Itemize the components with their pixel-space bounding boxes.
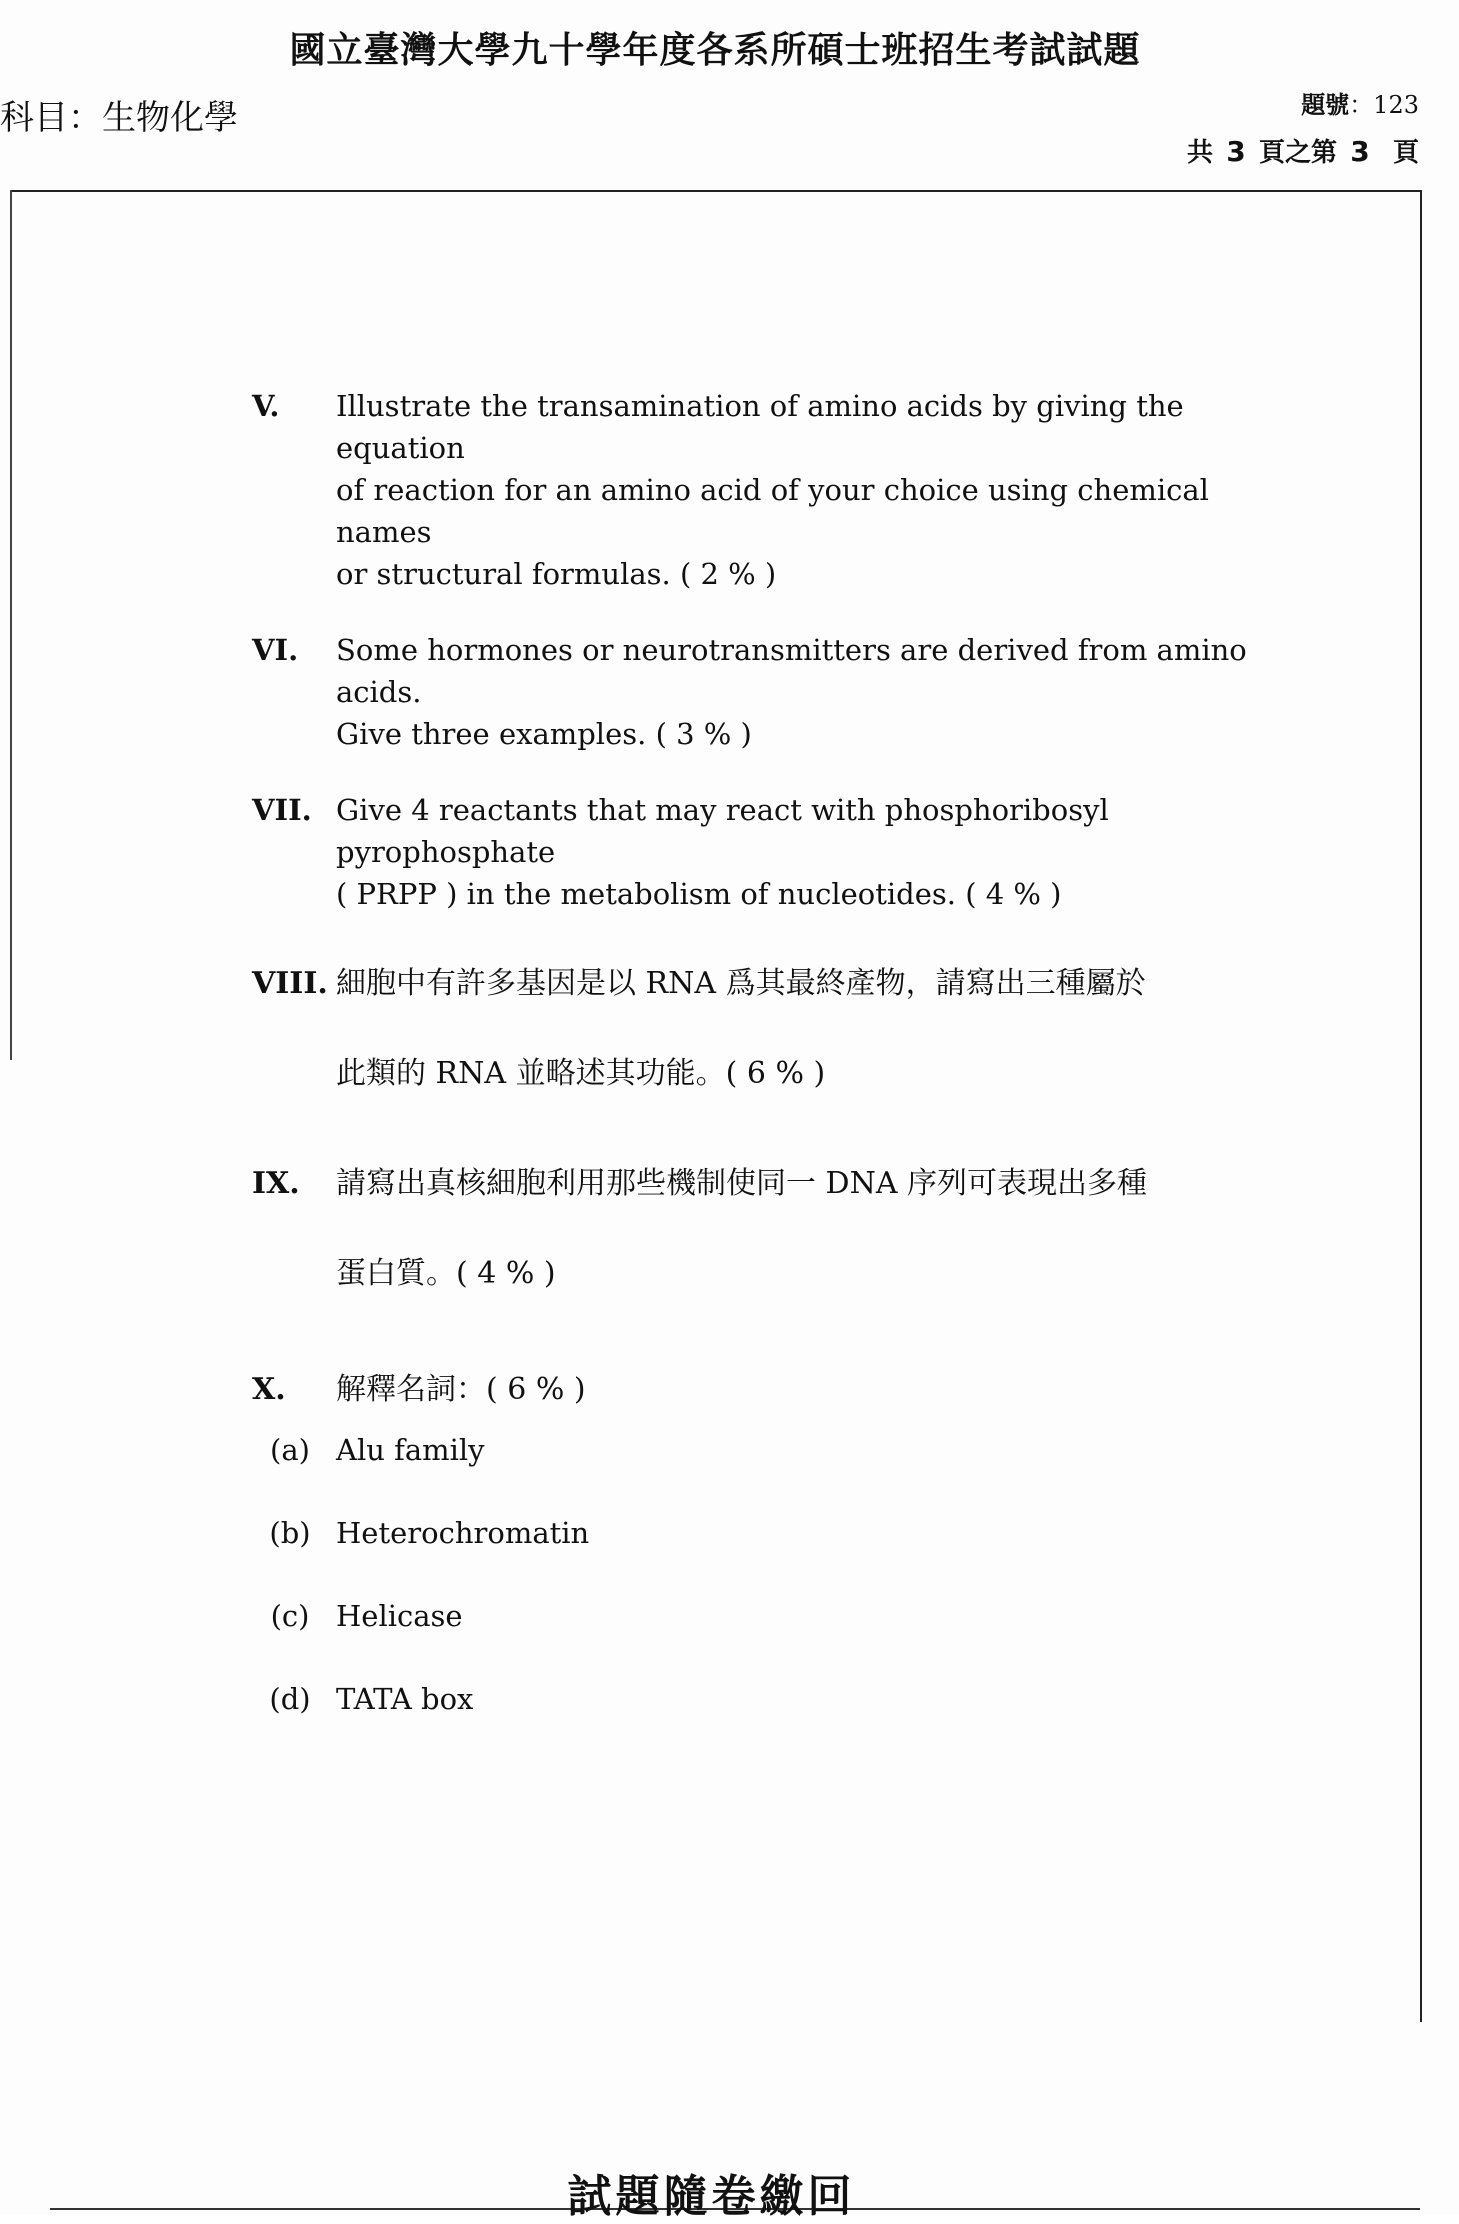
question-8 [252, 963, 1252, 1095]
question-text [336, 629, 1252, 755]
subject-label: 科目：生物化學 [0, 98, 238, 138]
question-number: VI. [252, 633, 299, 667]
term-text: Heterochromatin [336, 1516, 590, 1550]
question-text [336, 385, 1252, 595]
question-line: Give 4 reactants that may react with phosphoribosyl pyrophosphate [336, 793, 1109, 869]
page-total: 3 [1226, 135, 1246, 168]
term-label: (b) [269, 1516, 311, 1550]
term-item [252, 1512, 1252, 1554]
page-current: 3 [1350, 135, 1370, 168]
question-6 [252, 629, 1252, 755]
question-number: IX. [252, 1166, 300, 1201]
page-suffix: 頁 [1392, 138, 1419, 168]
question-line: 細胞中有許多基因是以 RNA 爲其最終產物，請寫出三種屬於 [336, 966, 1146, 1001]
term-item [252, 1678, 1252, 1720]
exam-number [1301, 85, 1419, 120]
term-item [252, 1429, 1252, 1471]
question-line: 蛋白質。( 4 % ) [336, 1256, 556, 1291]
exam-number-value: ：123 [1349, 91, 1419, 119]
question-line: Illustrate the transamination of amino acids by giving the equation [336, 389, 1184, 465]
question-line: Give three examples. ( 3 % ) [336, 717, 752, 751]
term-label: (c) [270, 1599, 310, 1633]
exam-title: 國立臺灣大學九十學年度各系所碩士班招生考試試題 [289, 29, 1141, 71]
term-text: Alu family [336, 1433, 485, 1467]
question-7 [252, 789, 1252, 915]
frame-left-edge [10, 190, 12, 1060]
term-text: Helicase [336, 1599, 463, 1633]
question-line: or structural formulas. ( 2 % ) [336, 557, 777, 591]
term-label: (a) [270, 1433, 310, 1467]
term-text: TATA box [336, 1682, 474, 1716]
question-line: of reaction for an amino acid of your choice using chemical names [336, 473, 1209, 549]
question-5 [252, 385, 1252, 595]
term-label: (d) [269, 1682, 311, 1716]
return-notice: 試題隨卷繳回 [567, 2171, 856, 2222]
question-number: V. [252, 389, 280, 423]
page-indicator [1187, 132, 1419, 169]
question-text [336, 1369, 1252, 1411]
question-number: X. [252, 1372, 286, 1407]
question-number: VII. [252, 793, 312, 827]
question-line: ( PRPP ) in the metabolism of nucleotides. ( 4 % ) [336, 877, 1062, 911]
question-line: 此類的 RNA 並略述其功能。( 6 % ) [336, 1056, 826, 1091]
question-text [336, 1163, 1252, 1295]
question-list [252, 385, 1252, 1720]
question-number: VIII. [252, 966, 328, 1001]
question-10 [252, 1369, 1252, 1411]
question-line: 解釋名詞：( 6 % ) [336, 1372, 586, 1407]
question-text [336, 789, 1252, 915]
question-text [336, 963, 1252, 1095]
page-middle: 頁之第 [1258, 138, 1337, 168]
question-9 [252, 1163, 1252, 1295]
exam-number-label: 題號 [1301, 90, 1350, 119]
term-item [252, 1595, 1252, 1637]
page-prefix: 共 [1186, 138, 1213, 168]
question-line: 請寫出真核細胞利用那些機制使同一 DNA 序列可表現出多種 [336, 1166, 1148, 1201]
question-line: Some hormones or neurotransmitters are derived from amino acids. [336, 633, 1247, 709]
